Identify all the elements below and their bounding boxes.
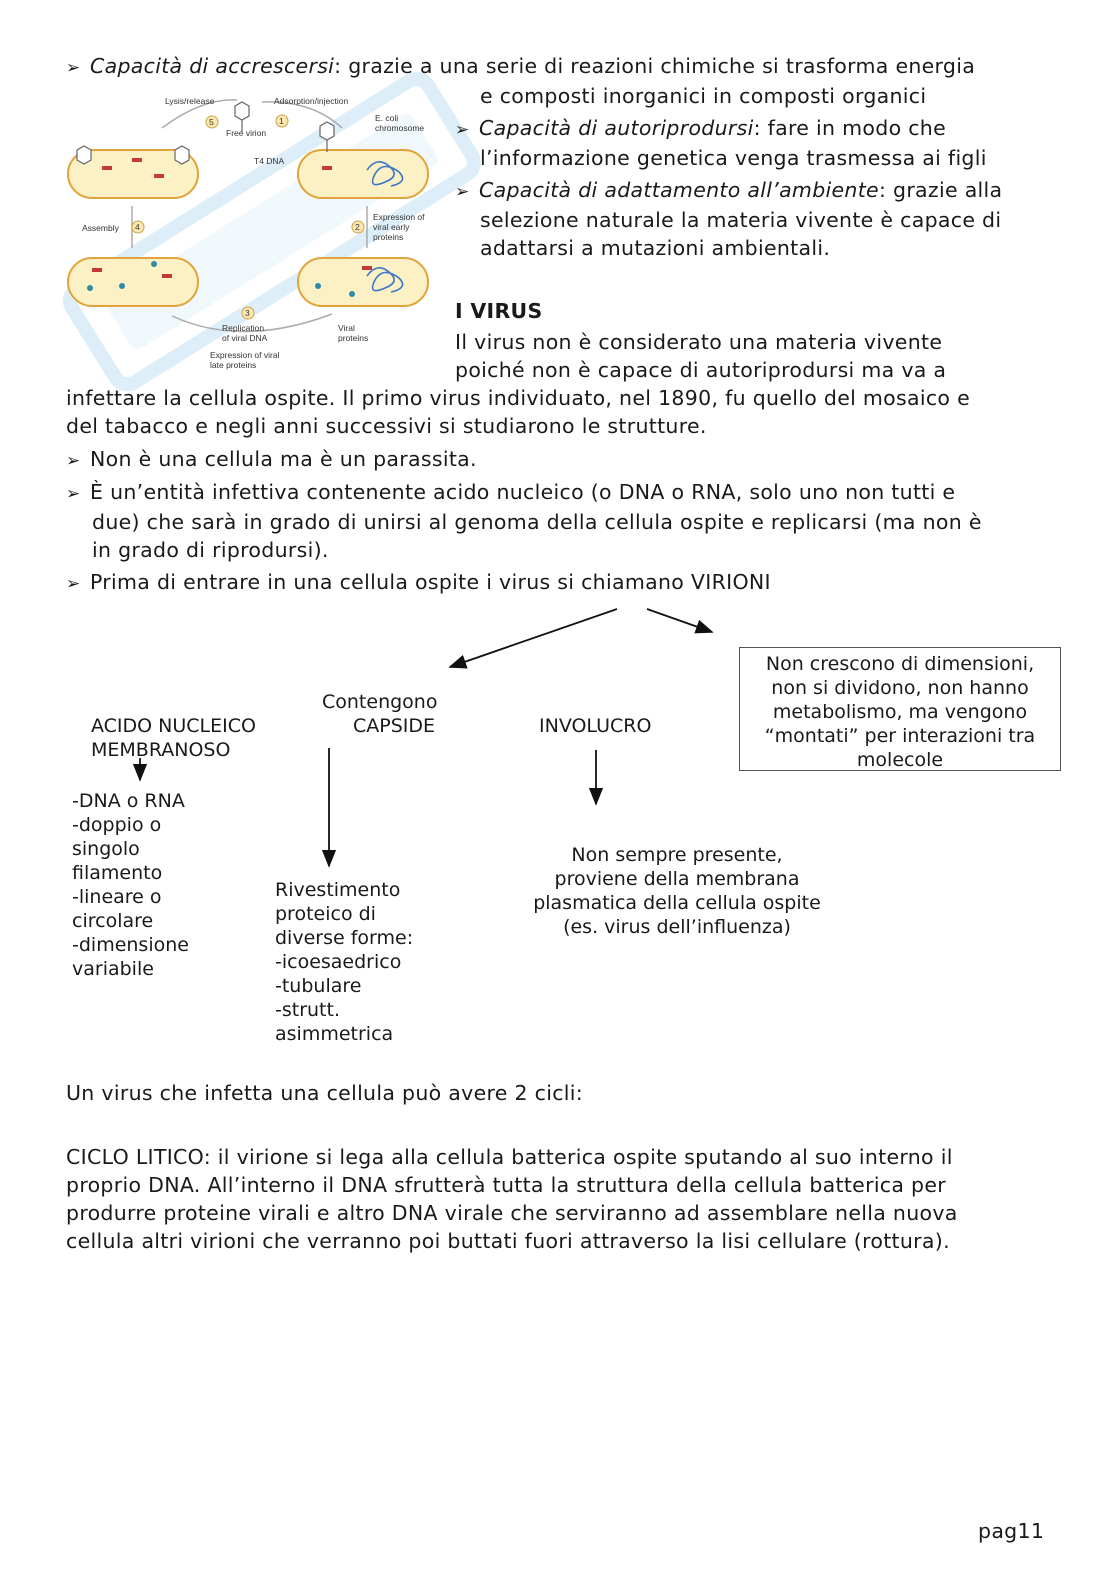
list-involucro: Non sempre presente, proviene della membrana plasmatica della cellula ospite (es. virus dell’influenza) xyxy=(533,844,821,938)
virus-bullet-entita: ➢ È un’entità infettiva contenente acido nucleico (o DNA o RNA, solo uno non tutti e xyxy=(66,478,955,509)
virus-bullet-parassita: ➢ Non è una cellula ma è un parassita. xyxy=(66,445,477,476)
label-adsorption: Adsorption/injection xyxy=(274,96,349,106)
label-ecoli: E. coli xyxy=(375,113,399,123)
label-chromosome: chromosome xyxy=(375,123,425,133)
virus-bullet-entita-line2: due) che sarà in grado di unirsi al genoma della cellula ospite e replicarsi (ma non è xyxy=(92,510,982,534)
label-viral-proteins: Viral xyxy=(338,323,355,333)
list-capside: Rivestimento proteico di diverse forme: -icoesaedrico -tubulare -strutt. asimmetrica xyxy=(275,879,414,1045)
list-acido-nucleico: -DNA o RNA -doppio o singolo filamento -lineare o circolare -dimensione variabile xyxy=(72,790,189,980)
arrow-bullet-icon: ➢ xyxy=(66,451,81,471)
svg-text:of viral DNA: of viral DNA xyxy=(222,333,268,343)
bullet-autoriprodursi-line2: l’informazione genetica venga trasmessa ai figli xyxy=(480,146,987,170)
step-2-number: 2 xyxy=(355,222,360,232)
page-number: pag11 xyxy=(978,1519,1045,1543)
label-expr-late: Expression of viral xyxy=(210,350,280,360)
arrow-bullet-icon: ➢ xyxy=(66,58,81,78)
svg-text:proteins: proteins xyxy=(373,232,404,242)
bullet-autoriprodursi: ➢ Capacità di autoriprodursi: fare in modo che xyxy=(455,114,946,145)
ciclo-litico-line4: cellula altri virioni che verranno poi buttati fuori attraverso la lisi cellulare (rottura). xyxy=(66,1229,950,1253)
label-assembly: Assembly xyxy=(82,223,119,233)
bullet-accrescersi-line2: e composti inorganici in composti organici xyxy=(480,84,927,108)
virus-bullet-virioni: ➢ Prima di entrare in una cellula ospite i virus si chiamano VIRIONI xyxy=(66,568,771,599)
step-4-number: 4 xyxy=(135,222,140,232)
ciclo-litico-line3: produrre proteine virali e altro DNA virale che serviranno ad assemblare nella nuova xyxy=(66,1201,958,1225)
svg-text:late proteins: late proteins xyxy=(210,360,257,370)
step-3-number: 3 xyxy=(245,308,250,318)
cicli-intro: Un virus che infetta una cellula può avere 2 cicli: xyxy=(66,1081,583,1105)
label-free-virion: Free virion xyxy=(226,128,267,138)
bullet-adattamento: ➢ Capacità di adattamento all’ambiente: grazie alla xyxy=(455,176,1002,207)
section-heading-virus: I VIRUS xyxy=(455,299,543,323)
arrow-bullet-icon: ➢ xyxy=(66,574,81,594)
bullet-adattamento-line3: adattarsi a mutazioni ambientali. xyxy=(480,236,831,260)
virion-properties-box: Non crescono di dimensioni, non si dividono, non hanno metabolismo, ma vengono “montati” per interazioni tra molecole xyxy=(739,647,1061,771)
arrow-bullet-icon: ➢ xyxy=(66,484,81,504)
arrow-bullet-icon: ➢ xyxy=(455,120,470,140)
bullet-adattamento-line2: selezione naturale la materia vivente è capace di xyxy=(480,208,1002,232)
virus-paragraph-line4: del tabacco e negli anni successivi si studiarono le strutture. xyxy=(66,414,707,438)
arrow-to-box xyxy=(647,609,712,632)
label-replication: Replication xyxy=(222,323,265,333)
ciclo-litico-line2: proprio DNA. All’interno il DNA sfrutterà tutta la struttura della cellula batterica per xyxy=(66,1173,947,1197)
svg-text:viral early: viral early xyxy=(373,222,410,232)
label-involucro: INVOLUCRO xyxy=(539,715,652,737)
virus-bullet-entita-line3: in grado di riprodursi). xyxy=(92,538,329,562)
virus-paragraph-line2: poiché non è capace di autoriprodursi ma va a xyxy=(455,358,947,382)
label-lysis: Lysis/release xyxy=(165,96,215,106)
virus-paragraph-line3: infettare la cellula ospite. Il primo virus individuato, nel 1890, fu quello del mosaico e xyxy=(66,386,971,410)
step-1-number: 1 xyxy=(279,116,284,126)
virus-paragraph-line1: Il virus non è considerato una materia vivente xyxy=(455,330,943,354)
arrow-to-contengono xyxy=(450,609,617,667)
arrow-bullet-icon: ➢ xyxy=(455,182,470,202)
ciclo-litico-line1: CICLO LITICO: il virione si lega alla cellula batterica ospite sputando al suo interno il xyxy=(66,1145,953,1169)
label-membranoso: MEMBRANOSO xyxy=(91,739,231,761)
label-t4-dna: T4 DNA xyxy=(254,156,285,166)
label-contengono: Contengono xyxy=(322,691,438,713)
label-capside: CAPSIDE xyxy=(353,715,436,737)
label-acido-nucleico: ACIDO NUCLEICO xyxy=(91,715,256,737)
label-expr-early: Expression of xyxy=(373,212,425,222)
step-5-number: 5 xyxy=(209,117,214,127)
svg-text:proteins: proteins xyxy=(338,333,369,343)
bullet-accrescersi: ➢ Capacità di accrescersi: grazie a una serie di reazioni chimiche si trasforma energia xyxy=(66,52,975,83)
